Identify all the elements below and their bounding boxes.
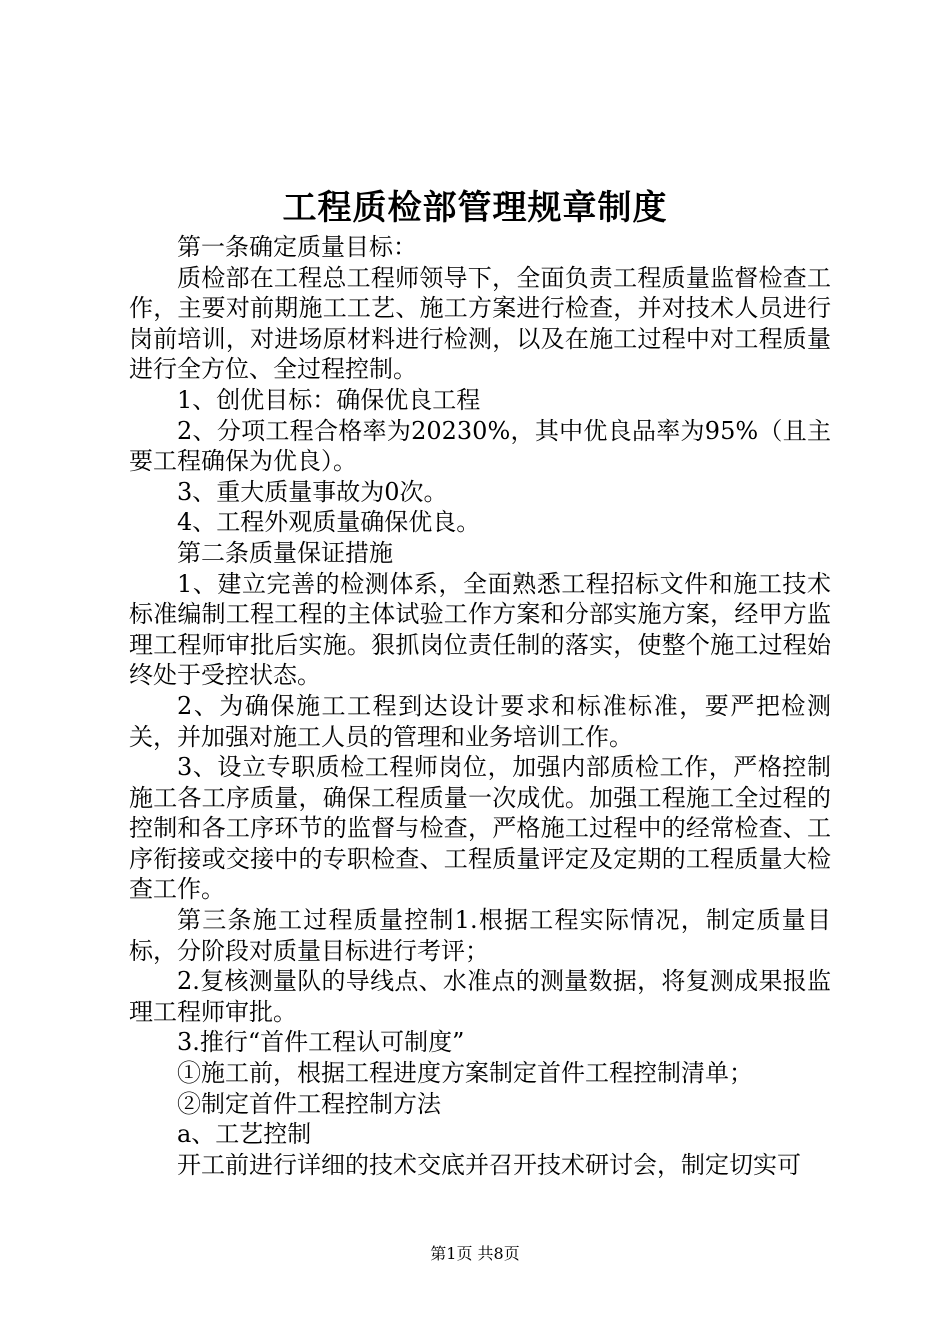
paragraph: 2、分项工程合格率为20230%，其中优良品率为95%（且主要工程确保为优良）。 [129, 416, 831, 476]
paragraph: ②制定首件工程控制方法 [177, 1089, 441, 1118]
paragraph: ①施工前，根据工程进度方案制定首件工程控制清单； [177, 1059, 753, 1088]
paragraph: 3.推行“首件工程认可制度” [177, 1028, 465, 1057]
paragraph: 1、创优目标：确保优良工程 [177, 385, 481, 414]
paragraph: 第三条施工过程质量控制1.根据工程实际情况，制定质量目标，分阶段对质量目标进行考评； [129, 906, 831, 965]
paragraph: 1、建立完善的检测体系，全面熟悉工程招标文件和施工技术标准编制工程工程的主体试验工作方案和分部实施方案，经甲方监理工程师审批后实施。狠抓岗位责任制的落实，使整个施工过程始终处于受控状态。 [129, 569, 831, 690]
paragraph: 4、工程外观质量确保优良。 [177, 508, 481, 537]
paragraph: 第一条确定质量目标： [177, 233, 417, 261]
paragraph: 开工前进行详细的技术交底并召开技术研讨会，制定切实可 [177, 1150, 801, 1179]
paragraph: 2.复核测量队的导线点、水准点的测量数据，将复测成果报监理工程师审批。 [129, 967, 831, 1026]
paragraph: 3、设立专职质检工程师岗位，加强内部质检工作，严格控制施工各工序质量，确保工程质量一次成优。加强工程施工全过程的控制和各工序环节的监督与检查，严格施工过程中的经常检查、工序衔接或交接中的专职检查、工程质量评定及定期的工程质量大检查工作。 [129, 753, 831, 904]
paragraph: 2、为确保施工工程到达设计要求和标准标准，要严把检测关，并加强对施工人员的管理和业务培训工作。 [129, 691, 831, 751]
paragraph: a、工艺控制 [177, 1120, 312, 1149]
paragraph: 3、重大质量事故为0次。 [177, 477, 448, 506]
document-body [129, 232, 831, 1180]
paragraph: 第二条质量保证措施 [177, 538, 393, 567]
page-footer: 第1页 共8页 [430, 1244, 520, 1263]
paragraph: 质检部在工程总工程师领导下，全面负责工程质量监督检查工作，主要对前期施工工艺、施工方案进行检查，并对技术人员进行岗前培训，对进场原材料进行检测，以及在施工过程中对工程质量进行全方位、全过程控制。 [129, 263, 831, 384]
document-title: 工程质检部管理规章制度 [282, 188, 668, 228]
